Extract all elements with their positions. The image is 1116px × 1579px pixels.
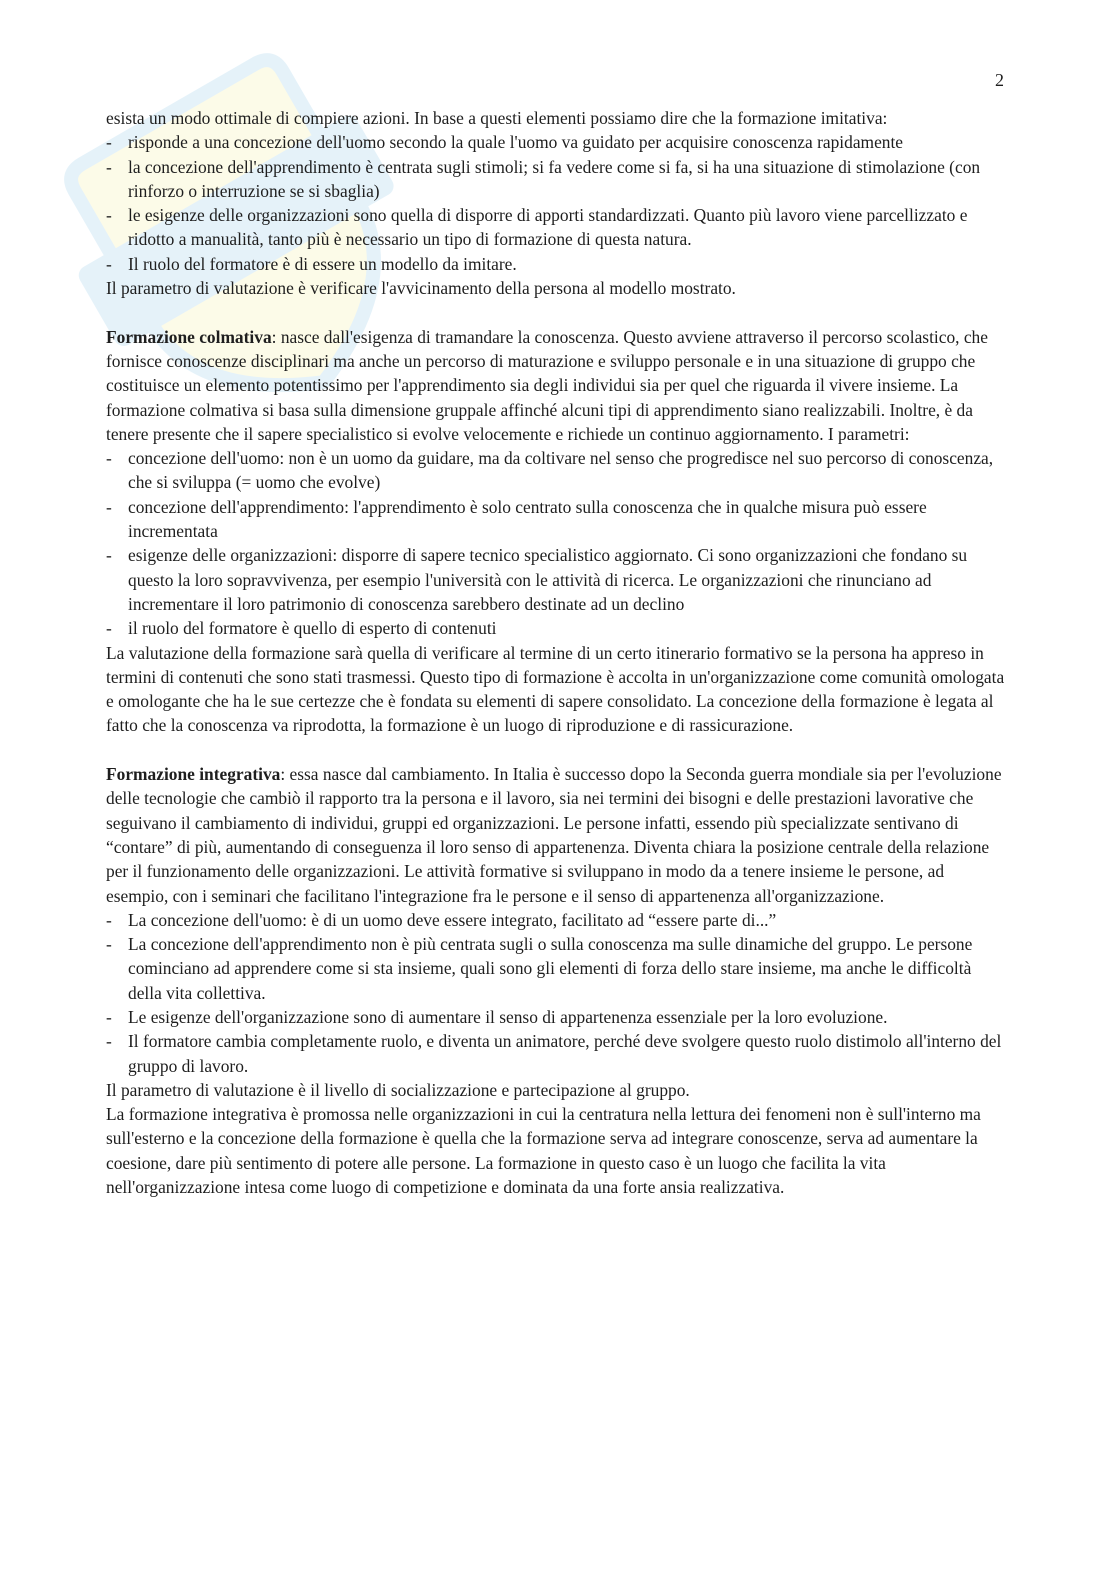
- section-gap: [106, 300, 1008, 324]
- list-item: - Il formatore cambia completamente ruolo, e diventa un animatore, perché deve svolgere questo ruolo distimolo all'interno del gruppo di lavoro.: [106, 1029, 1008, 1078]
- list-item: - La concezione dell'apprendimento non è più centrata sugli o sulla conoscenza ma sulle dinamiche del gruppo. Le persone cominciano ad apprendere come si sta insieme, quali sono gli elementi di forza dello stare insieme, ma anche le difficoltà della vita collettiva.: [106, 932, 1008, 1005]
- page-number: 2: [995, 70, 1004, 90]
- list-item: - concezione dell'apprendimento: l'apprendimento è solo centrato sulla conoscenza che in qualche misura può essere incrementata: [106, 495, 1008, 544]
- section-gap: [106, 738, 1008, 762]
- list-item: - risponde a una concezione dell'uomo secondo la quale l'uomo va guidato per acquisire conoscenza rapidamente: [106, 130, 1008, 154]
- list-item: - il ruolo del formatore è quello di esperto di contenuti: [106, 616, 1008, 640]
- intro-paragraph: esista un modo ottimale di compiere azioni. In base a questi elementi possiamo dire che la formazione imitativa:: [106, 108, 888, 128]
- colmativa-heading: Formazione colmativa: [106, 326, 272, 347]
- colmativa-closing: La valutazione della formazione sarà quella di verificare al termine di un certo itinerario formativo se la persona ha appreso in termini di contenuti che sono stati trasmessi. Questo tipo di formazione è accolta in un'organizzazione come comunità omologata e omologante che ha le sue certezze che è fondata su elementi di sapere consolidato. La concezione della formazione è legata al fatto che la conoscenza va riprodotta, la formazione è un luogo di riproduzione e di rassicurazione.: [106, 642, 1005, 736]
- list-item: - La concezione dell'uomo: è di un uomo deve essere integrato, facilitato ad “essere parte di...”: [106, 908, 1008, 932]
- list-item: - le esigenze delle organizzazioni sono quella di disporre di apporti standardizzati. Quanto più lavoro viene parcellizzato e ridotto a manualità, tanto più è necessario un tipo di formazione di questa natura.: [106, 203, 1008, 252]
- list-item: - concezione dell'uomo: non è un uomo da guidare, ma da coltivare nel senso che progredisce nel suo percorso di conoscenza, che si sviluppa (= uomo che evolve): [106, 446, 1008, 495]
- integrativa-bullet-list: [106, 908, 1008, 1078]
- integrativa-closing-2: La formazione integrativa è promossa nelle organizzazioni in cui la centratura nella lettura dei fenomeni non è sull'interno ma sull'esterno e la concezione della formazione è quella che la formazione serva ad integrare conoscenze, serva ad aumentare la coesione, dare più sentimento di potere alle persone. La formazione in questo caso è un luogo che facilita la vita nell'organizzazione intesa come luogo di competizione e dominata da una forte ansia realizzativa.: [106, 1104, 981, 1198]
- integrativa-paragraph: [106, 762, 1008, 908]
- list-item: - Le esigenze dell'organizzazione sono di aumentare il senso di appartenenza essenziale per la loro evoluzione.: [106, 1005, 1008, 1029]
- integrativa-closing-1: Il parametro di valutazione è il livello di socializzazione e partecipazione al gruppo.: [106, 1079, 690, 1100]
- integrativa-text: : essa nasce dal cambiamento. In Italia è successo dopo la Seconda guerra mondiale sia per l'evoluzione delle tecnologie che cambiò il rapporto tra la persona e il lavoro, sia nei termini dei bisogni e delle prestazioni lavorative che seguivano il cambiamento di individui, gruppi ed organizzazioni. Le persone infatti, essendo più specializzate sentivano di “contare” di più, aumentando di conseguenza il loro senso di appartenenza. Diventa chiara la posizione centrale della relazione per il funzionamento delle organizzazioni. Le attività formative si sviluppano in modo da a tenere insieme le persone, ad esempio, con i seminari che facilitano l'integrazione fra le persone e il senso di appartenenza all'organizzazione.: [106, 764, 1002, 906]
- list-item: - esigenze delle organizzazioni: disporre di sapere tecnico specialistico aggiornato. Ci sono organizzazioni che fondano su questo la loro sopravvivenza, per esempio l'università con le attività di ricerca. Le organizzazioni che rinunciano ad incrementare il loro patrimonio di conoscenza sarebbero destinate ad un declino: [106, 543, 1008, 616]
- list-item: - la concezione dell'apprendimento è centrata sugli stimoli; si fa vedere come si fa, si ha una situazione di stimolazione (con rinforzo o interruzione se si sbaglia): [106, 155, 1008, 204]
- list-item: - Il ruolo del formatore è di essere un modello da imitare.: [106, 252, 1008, 276]
- colmativa-bullet-list: [106, 446, 1008, 640]
- intro-bullet-list: [106, 130, 1008, 276]
- intro-closing: Il parametro di valutazione è verificare l'avvicinamento della persona al modello mostrato.: [106, 278, 736, 299]
- colmativa-paragraph: [106, 325, 1008, 446]
- colmativa-text: : nasce dall'esigenza di tramandare la conoscenza. Questo avviene attraverso il percorso scolastico, che fornisce conoscenze disciplinari ma anche un percorso di maturazione e sviluppo personale e in una situazione di gruppo che costituisce un elemento potentissimo per l'apprendimento sia degli individui sia per quel che riguarda il vivere insieme. La formazione colmativa si basa sulla dimensione gruppale affinché alcuni tipi di apprendimento siano realizzabili. Inoltre, è da tenere presente che il sapere specialistico si evolve velocemente e richiede un continuo aggiornamento. I parametri:: [106, 326, 988, 444]
- integrativa-heading: Formazione integrativa: [106, 764, 281, 785]
- document-body: [106, 106, 1008, 1199]
